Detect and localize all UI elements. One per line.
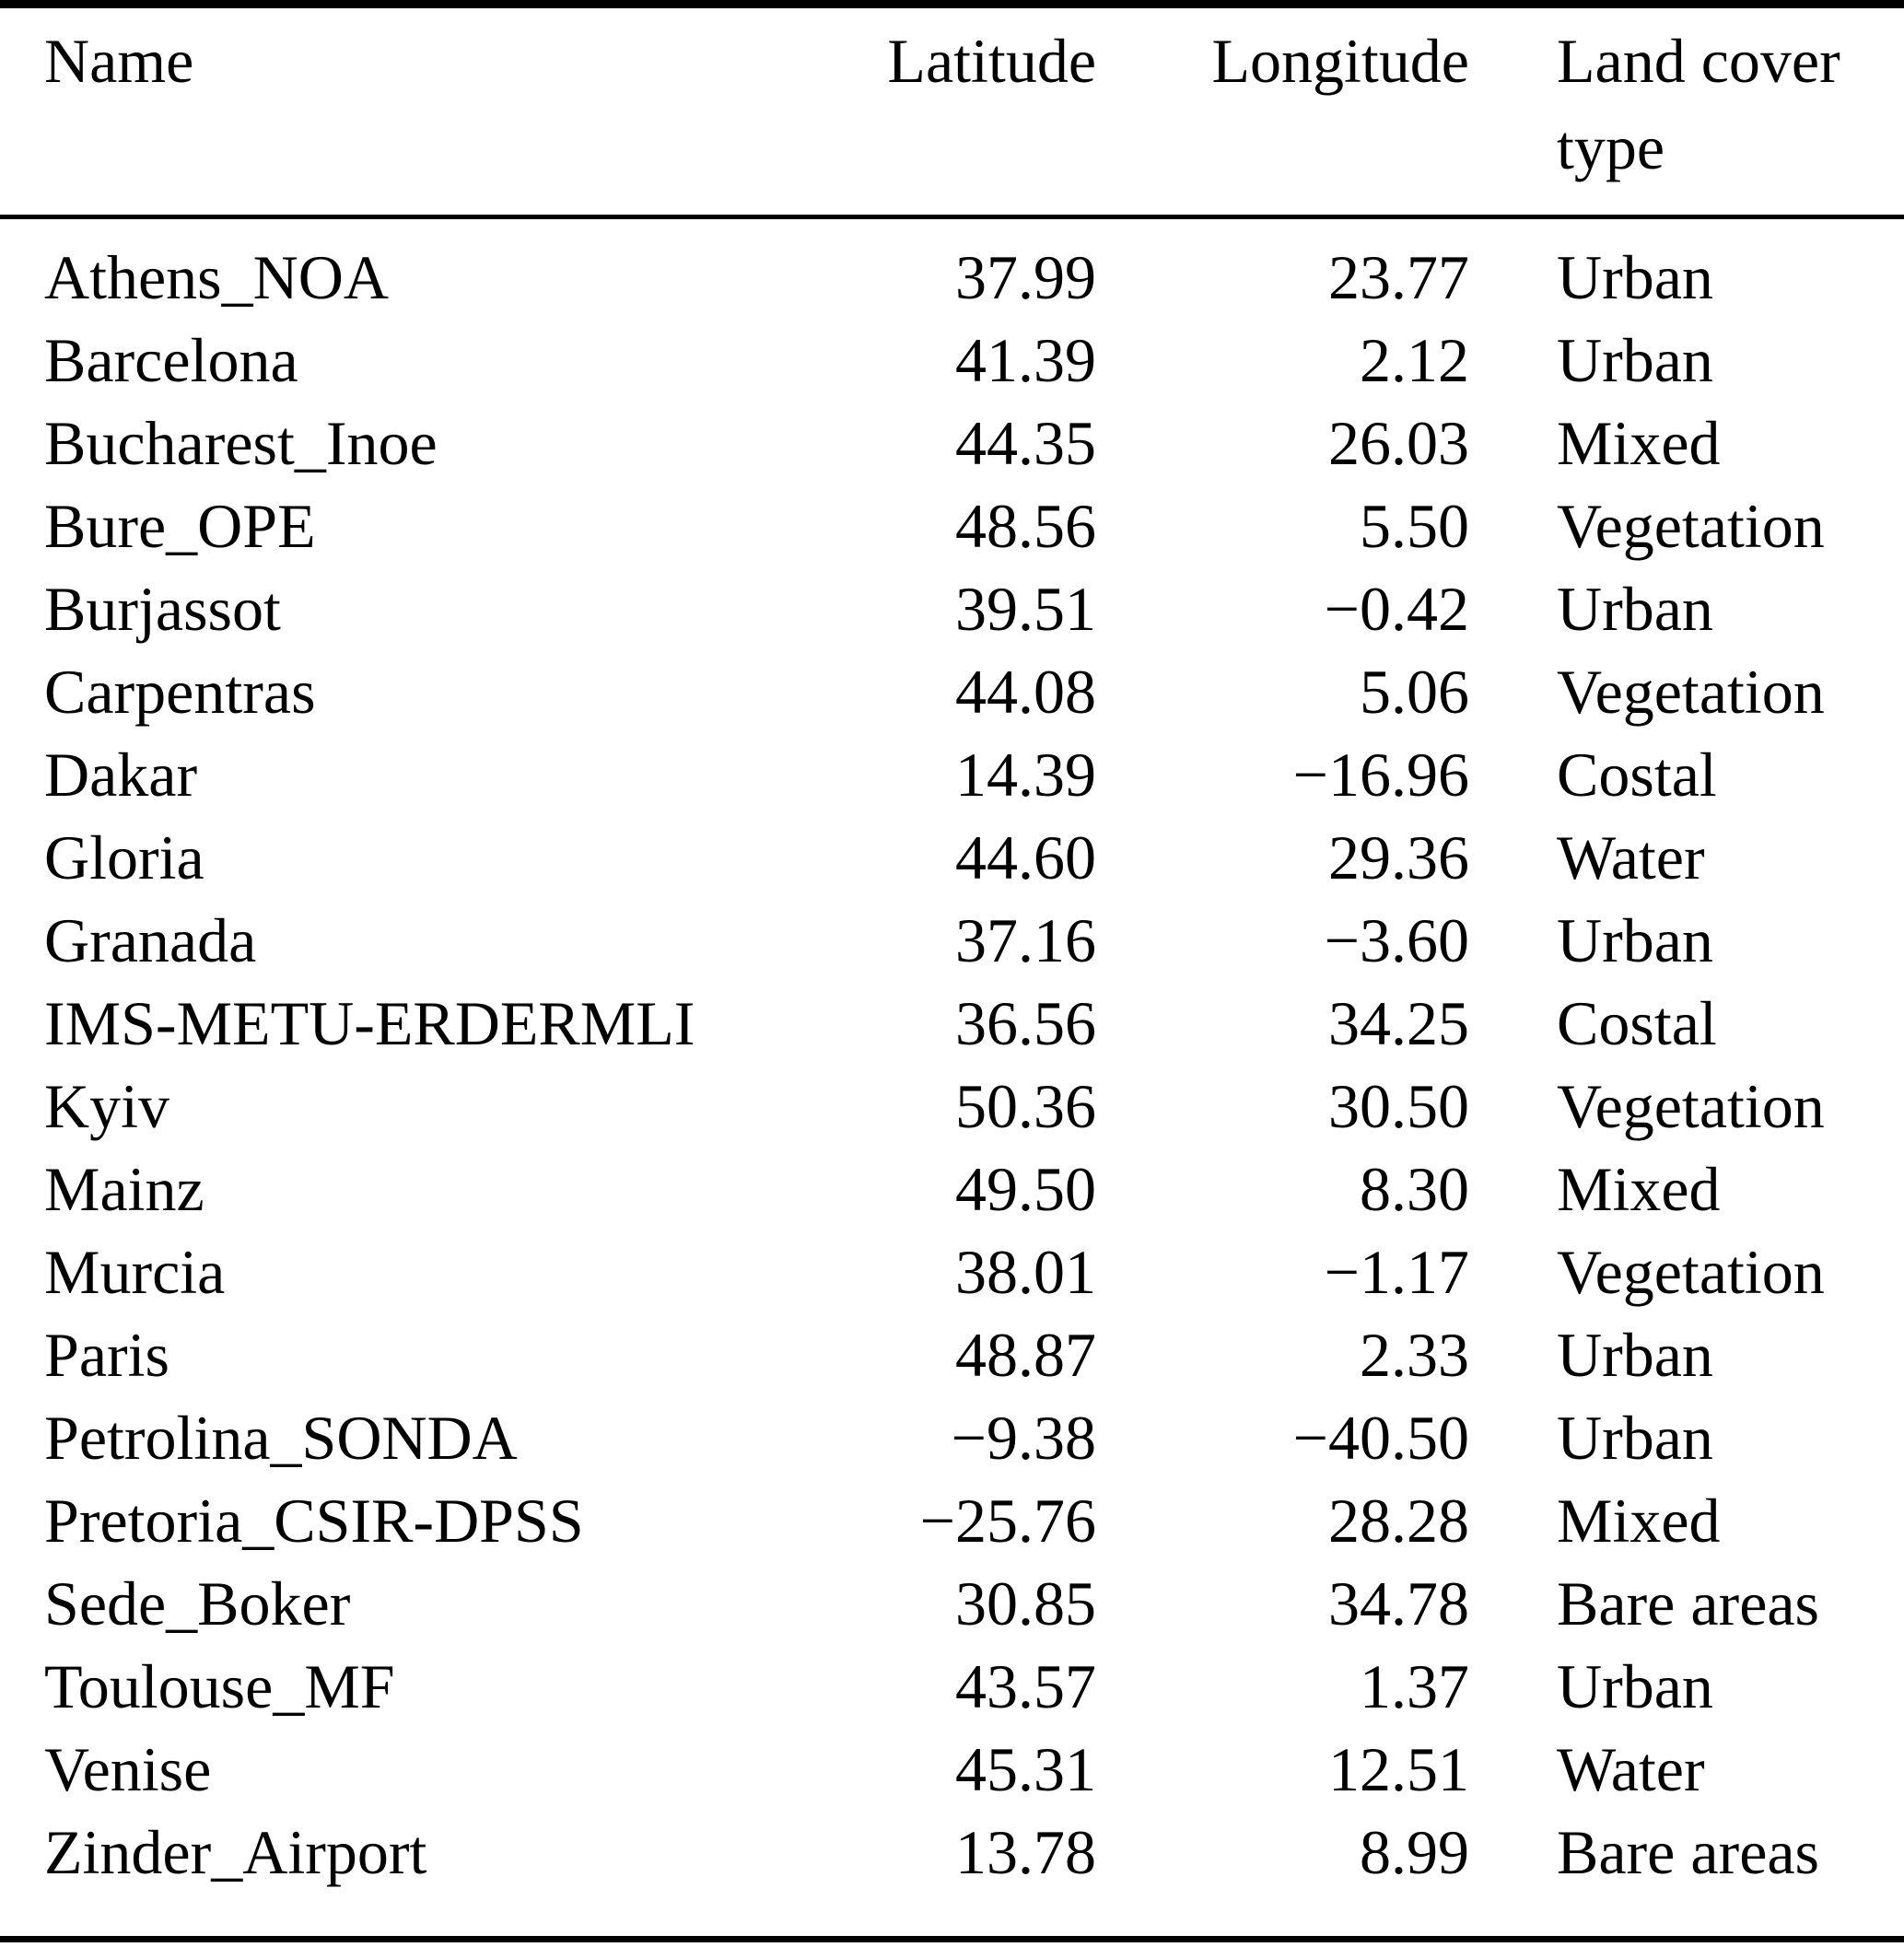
cell-latitude: 43.57 [955, 1651, 1096, 1721]
table-top-rule [0, 0, 1904, 8]
cell-name: Paris [44, 1320, 169, 1390]
cell-longitude: −16.96 [1292, 740, 1469, 810]
cell-land-cover: Water [1557, 822, 1705, 892]
header-body-spacer [0, 219, 1904, 236]
table-row [0, 484, 1904, 567]
cell-land-cover: Bare areas [1557, 1568, 1820, 1638]
cell-longitude: 2.12 [1360, 325, 1469, 395]
table-row [0, 236, 1904, 319]
column-header-land-cover: Land cover type [1557, 26, 1840, 182]
cell-name: Barcelona [44, 325, 298, 395]
cell-name: IMS-METU-ERDERMLI [44, 988, 695, 1058]
cell-longitude: 23.77 [1328, 242, 1469, 312]
cell-name: Pretoria_CSIR-DPSS [44, 1486, 584, 1556]
cell-name: Murcia [44, 1237, 226, 1307]
cell-name: Granada [44, 905, 257, 975]
cell-name: Petrolina_SONDA [44, 1403, 518, 1473]
cell-land-cover: Mixed [1557, 408, 1721, 478]
table-row [0, 1479, 1904, 1562]
cell-latitude: 44.60 [955, 822, 1096, 892]
cell-name: Toulouse_MF [44, 1651, 395, 1721]
cell-longitude: 5.50 [1360, 491, 1469, 561]
table-row [0, 982, 1904, 1065]
table-row [0, 1645, 1904, 1728]
cell-latitude: 44.08 [955, 657, 1096, 727]
cell-longitude: −0.42 [1324, 574, 1469, 644]
cell-latitude: −25.76 [919, 1486, 1096, 1556]
cell-latitude: 45.31 [955, 1734, 1096, 1804]
cell-name: Dakar [44, 740, 198, 810]
cell-latitude: 48.87 [955, 1320, 1096, 1390]
table-header-row [0, 8, 1904, 215]
cell-land-cover: Bare areas [1557, 1817, 1820, 1887]
cell-longitude: 5.06 [1360, 657, 1469, 727]
table-body [0, 236, 1904, 1894]
cell-longitude: 29.36 [1328, 822, 1469, 892]
cell-longitude: 8.30 [1360, 1154, 1469, 1224]
column-header-longitude: Longitude [1211, 26, 1469, 96]
cell-name: Mainz [44, 1154, 204, 1224]
cell-latitude: 13.78 [955, 1817, 1096, 1887]
cell-longitude: 34.25 [1328, 988, 1469, 1058]
table-row [0, 816, 1904, 899]
cell-latitude: 41.39 [955, 325, 1096, 395]
table-row [0, 733, 1904, 816]
cell-longitude: −40.50 [1292, 1403, 1469, 1473]
table-row [0, 1562, 1904, 1645]
cell-land-cover: Costal [1557, 740, 1717, 810]
cell-name: Athens_NOA [44, 242, 389, 312]
column-header-latitude: Latitude [887, 26, 1096, 96]
cell-latitude: 48.56 [955, 491, 1096, 561]
cell-land-cover: Urban [1557, 1320, 1713, 1390]
table-row [0, 899, 1904, 982]
cell-longitude: −1.17 [1324, 1237, 1469, 1307]
cell-longitude: 28.28 [1328, 1486, 1469, 1556]
table-row [0, 319, 1904, 402]
cell-name: Venise [44, 1734, 212, 1804]
cell-latitude: 39.51 [955, 574, 1096, 644]
cell-name: Sede_Boker [44, 1568, 351, 1638]
cell-latitude: 37.16 [955, 905, 1096, 975]
cell-longitude: −3.60 [1324, 905, 1469, 975]
cell-name: Kyiv [44, 1071, 169, 1141]
cell-name: Bucharest_Inoe [44, 408, 438, 478]
cell-latitude: 37.99 [955, 242, 1096, 312]
cell-land-cover: Costal [1557, 988, 1717, 1058]
cell-land-cover: Urban [1557, 905, 1713, 975]
table-row [0, 1396, 1904, 1479]
table-row [0, 650, 1904, 733]
cell-longitude: 30.50 [1328, 1071, 1469, 1141]
cell-latitude: 36.56 [955, 988, 1096, 1058]
cell-name: Zinder_Airport [44, 1817, 427, 1887]
cell-longitude: 26.03 [1328, 408, 1469, 478]
table-row [0, 402, 1904, 484]
table-row [0, 567, 1904, 650]
cell-longitude: 2.33 [1360, 1320, 1469, 1390]
cell-latitude: 44.35 [955, 408, 1096, 478]
table-row [0, 1230, 1904, 1313]
cell-land-cover: Urban [1557, 325, 1713, 395]
cell-longitude: 34.78 [1328, 1568, 1469, 1638]
cell-longitude: 1.37 [1360, 1651, 1469, 1721]
table-row [0, 1728, 1904, 1811]
table-row [0, 1811, 1904, 1894]
cell-latitude: 50.36 [955, 1071, 1096, 1141]
cell-land-cover: Vegetation [1557, 1237, 1825, 1307]
cell-name: Burjassot [44, 574, 281, 644]
cell-land-cover: Vegetation [1557, 657, 1825, 727]
table-row [0, 1313, 1904, 1396]
cell-name: Bure_OPE [44, 491, 316, 561]
cell-land-cover: Water [1557, 1734, 1705, 1804]
cell-latitude: 14.39 [955, 740, 1096, 810]
cell-land-cover: Mixed [1557, 1486, 1721, 1556]
cell-latitude: 38.01 [955, 1237, 1096, 1307]
cell-land-cover: Urban [1557, 574, 1713, 644]
column-header-name: Name [44, 26, 194, 96]
cell-land-cover: Urban [1557, 1651, 1713, 1721]
cell-name: Gloria [44, 822, 204, 892]
cell-land-cover: Mixed [1557, 1154, 1721, 1224]
table-bottom-rule [0, 1936, 1904, 1942]
cell-longitude: 12.51 [1328, 1734, 1469, 1804]
cell-land-cover: Vegetation [1557, 491, 1825, 561]
table-row [0, 1148, 1904, 1230]
cell-latitude: 30.85 [955, 1568, 1096, 1638]
cell-longitude: 8.99 [1360, 1817, 1469, 1887]
table-row [0, 1065, 1904, 1148]
cell-name: Carpentras [44, 657, 316, 727]
cell-latitude: −9.38 [951, 1403, 1096, 1473]
cell-land-cover: Vegetation [1557, 1071, 1825, 1141]
cell-land-cover: Urban [1557, 242, 1713, 312]
cell-latitude: 49.50 [955, 1154, 1096, 1224]
cell-land-cover: Urban [1557, 1403, 1713, 1473]
